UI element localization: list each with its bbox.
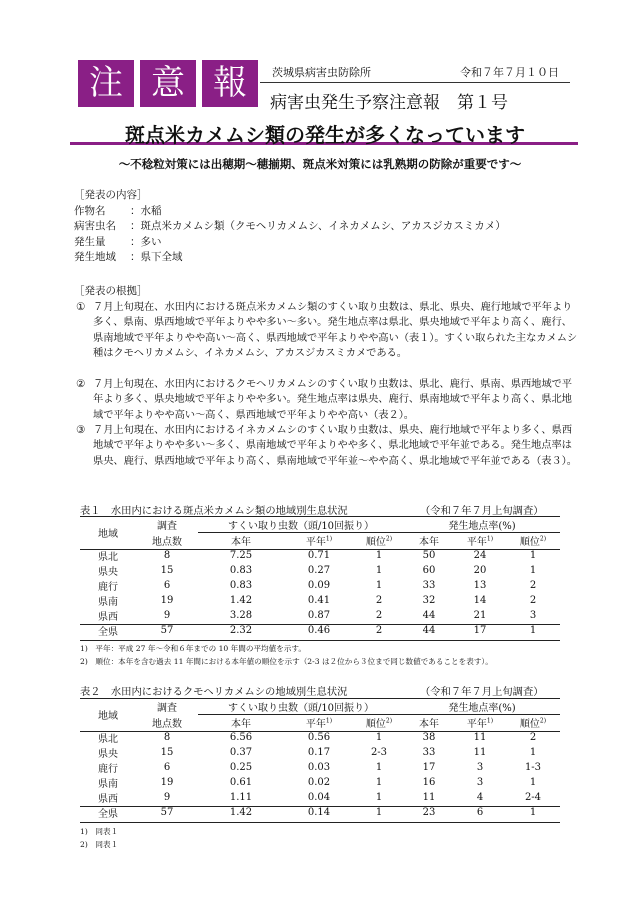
table-cell: 20 bbox=[473, 565, 487, 576]
col-count-rank: 順位$^{2)}$ bbox=[365, 717, 393, 730]
table-cell: 1 bbox=[375, 762, 383, 773]
table-cell: 24 bbox=[473, 550, 487, 561]
table-row bbox=[80, 760, 560, 775]
table-cell: 6.56 bbox=[229, 732, 253, 743]
item-value: ：水稲 bbox=[130, 204, 162, 217]
table-cell: 1.11 bbox=[229, 792, 253, 803]
table-cell: 17 bbox=[422, 762, 436, 773]
table-cell: 1 bbox=[529, 747, 537, 758]
table2-bottom-rule bbox=[80, 822, 560, 823]
table-cell: 0.61 bbox=[229, 777, 253, 788]
basis-paragraph-3 bbox=[76, 423, 580, 469]
table-cell: 0.41 bbox=[307, 595, 331, 606]
table-subheader-row bbox=[80, 533, 560, 549]
table-cell: 県央 bbox=[98, 749, 118, 760]
col-sites-bottom: 地点数 bbox=[152, 718, 182, 730]
table-cell: 11 bbox=[473, 747, 487, 758]
table-row bbox=[80, 563, 560, 578]
table-cell: 0.17 bbox=[307, 747, 331, 758]
table-cell: 1 bbox=[375, 565, 383, 576]
col-region: 地域 bbox=[98, 711, 118, 722]
table-cell: 1 bbox=[375, 792, 383, 803]
announcement-item bbox=[74, 204, 506, 220]
table-cell: 50 bbox=[422, 550, 436, 561]
col-region: 地域 bbox=[98, 529, 118, 540]
table-cell: 57 bbox=[160, 625, 174, 636]
table-cell: 11 bbox=[422, 792, 436, 803]
table-cell: 0.83 bbox=[229, 565, 253, 576]
organization: 茨城県病害虫防除所 bbox=[272, 66, 371, 79]
basis-heading: ［発表の根拠］ bbox=[74, 285, 148, 297]
table-cell: 2 bbox=[375, 595, 383, 606]
table-cell: 33 bbox=[422, 580, 436, 591]
table-header-row bbox=[80, 699, 560, 715]
col-count-avg: 平年$^{1)}$ bbox=[305, 717, 333, 730]
table-row bbox=[80, 775, 560, 790]
col-rate: 発生地点率(%) bbox=[404, 699, 560, 715]
col-rate-year: 本年 bbox=[419, 537, 439, 548]
item-value: ：県下全域 bbox=[130, 251, 183, 263]
table-cell: 県央 bbox=[98, 567, 118, 578]
table-cell: 1 bbox=[529, 550, 537, 561]
table-cell: 8 bbox=[163, 732, 171, 743]
announcement-item bbox=[74, 235, 506, 251]
table-row bbox=[80, 730, 560, 745]
table-cell: 1 bbox=[375, 732, 383, 743]
col-count: すくい取り虫数（頭/10回振り） bbox=[198, 699, 404, 715]
table-cell: 0.71 bbox=[307, 550, 331, 561]
col-sites-top: 調査 bbox=[157, 703, 177, 715]
table1-bottom-rule bbox=[80, 640, 560, 641]
table-cell: 0.25 bbox=[229, 762, 253, 773]
table-cell: 0.87 bbox=[307, 610, 331, 621]
table-cell: 2-4 bbox=[524, 792, 542, 803]
table-cell: 6 bbox=[163, 762, 171, 773]
paragraph-number: ① bbox=[76, 301, 86, 313]
col-count: すくい取り虫数（頭/10回振り） bbox=[198, 517, 404, 533]
table-cell: 1 bbox=[529, 807, 537, 818]
col-count-year: 本年 bbox=[231, 537, 251, 548]
col-rate-rank: 順位$^{2)}$ bbox=[519, 717, 547, 730]
table-cell: 2.32 bbox=[229, 625, 253, 636]
table-cell: 44 bbox=[422, 610, 436, 621]
table-cell: 県北 bbox=[98, 734, 118, 745]
col-count-avg: 平年$^{1)}$ bbox=[305, 535, 333, 548]
table-cell: 1 bbox=[529, 565, 537, 576]
table-cell: 0.09 bbox=[307, 580, 331, 591]
item-value: ：斑点米カメムシ類（クモヘリカメムシ、イネカメムシ、アカスジカスミカメ） bbox=[130, 220, 506, 232]
page-subtitle: ～不稔粒対策には出穂期～穂揃期、斑点米対策には乳熟期の防除が重要です～ bbox=[118, 157, 522, 171]
announcement-item bbox=[74, 219, 506, 235]
paragraph-text: ７月上旬現在、水田内におけるクモヘリカメムシのすくい取り虫数は、県北、鹿行、県南、県西地域で平年より多く、県央地域で平年よりやや多い。発生地点率は県央、鹿行、県南地域で平年より高く、県北地域で平年よりやや高い～高く、県西地域で平年よりやや高い（表２）。 bbox=[93, 378, 572, 421]
table-cell: 3 bbox=[529, 610, 537, 621]
table-cell: 0.02 bbox=[307, 777, 331, 788]
table1-caption: 表１ 水田内における斑点米カメムシ類の地域別生息状況 bbox=[80, 505, 348, 517]
table-cell: 2 bbox=[529, 595, 537, 606]
table-row bbox=[80, 593, 560, 608]
table2 bbox=[80, 699, 560, 820]
header-divider bbox=[260, 82, 570, 83]
table-row bbox=[80, 578, 560, 593]
table-cell: 0.03 bbox=[307, 762, 331, 773]
table-cell: 14 bbox=[473, 595, 487, 606]
table-cell: 9 bbox=[163, 610, 171, 621]
item-key: 作物名 bbox=[74, 204, 106, 217]
badge-char-1: 注 bbox=[78, 60, 134, 107]
item-key: 病害虫名 bbox=[74, 220, 116, 232]
table-cell: 県西 bbox=[98, 794, 118, 805]
table-cell: 16 bbox=[422, 777, 436, 788]
table-cell: 7.25 bbox=[229, 550, 253, 561]
badge-char-3: 報 bbox=[202, 60, 258, 107]
table2-caption: 表２ 水田内におけるクモヘリカメムシの地域別生息状況 bbox=[80, 686, 348, 698]
table-cell: 鹿行 bbox=[98, 582, 118, 593]
announcement-item bbox=[74, 250, 506, 266]
table-cell: 鹿行 bbox=[98, 764, 118, 775]
table2-note-2: 2) 同表１ bbox=[80, 840, 119, 849]
col-rate-year: 本年 bbox=[419, 719, 439, 730]
table-row bbox=[80, 790, 560, 805]
table-cell: 17 bbox=[473, 625, 487, 636]
table-cell: 1 bbox=[375, 777, 383, 788]
table-row bbox=[80, 745, 560, 760]
table-row bbox=[80, 623, 560, 638]
paragraph-number: ② bbox=[76, 378, 86, 390]
table-cell: 44 bbox=[422, 625, 436, 636]
table-cell: 県西 bbox=[98, 612, 118, 623]
table1-note-2: 2) 順位：本年を含む過去 11 年間における本年値の順位を示す（2-3 は２位から３位まで同じ数値であることを表す）。 bbox=[80, 657, 493, 666]
table-cell: 19 bbox=[160, 777, 174, 788]
table-cell: 57 bbox=[160, 807, 174, 818]
table-cell: 県南 bbox=[98, 779, 118, 790]
table-cell: 県北 bbox=[98, 552, 118, 563]
table2-note-1: 1) 同表１ bbox=[80, 827, 119, 836]
table-cell: 2 bbox=[375, 625, 383, 636]
table-cell: 0.04 bbox=[307, 792, 331, 803]
table-cell: 4 bbox=[476, 792, 484, 803]
table-cell: 1 bbox=[375, 550, 383, 561]
table-cell: 1-3 bbox=[524, 762, 542, 773]
table-header-row bbox=[80, 517, 560, 533]
table-cell: 1.42 bbox=[229, 595, 253, 606]
item-key: 発生地域 bbox=[74, 251, 116, 263]
table-cell: 3 bbox=[476, 762, 484, 773]
table-cell: 2 bbox=[529, 732, 537, 743]
announcement-heading: ［発表の内容］ bbox=[74, 189, 148, 201]
table1-note-1: 1) 平年：平成 27 年～令和６年までの 10 年間の平均値を示す。 bbox=[80, 644, 307, 653]
table-cell: 0.27 bbox=[307, 565, 331, 576]
item-key: 発生量 bbox=[74, 235, 106, 248]
table-cell: 2-3 bbox=[370, 747, 388, 758]
table-cell: 3.28 bbox=[229, 610, 253, 621]
table-cell: 0.37 bbox=[229, 747, 253, 758]
table1 bbox=[80, 517, 560, 638]
table-cell: 6 bbox=[476, 807, 484, 818]
table-row bbox=[80, 608, 560, 623]
table-cell: 11 bbox=[473, 732, 487, 743]
col-count-rank: 順位$^{2)}$ bbox=[365, 535, 393, 548]
table-cell: 0.46 bbox=[307, 625, 331, 636]
paragraph-text: ７月上旬現在、水田内におけるイネカメムシのすくい取り虫数は、県央、鹿行地域で平年より多く、県西地域で平年よりやや多い～多く、県南地域で平年よりやや多く、県北地域で平年並である。発生地点率は県央、鹿行、県西地域で平年より高く、県南地域で平年並～やや高く、県北地域で平年並である（表３）。 bbox=[93, 424, 577, 467]
table-cell: 3 bbox=[476, 777, 484, 788]
table1-survey-date: （令和７年７月上旬調査） bbox=[420, 505, 544, 517]
page-title: 斑点米カメムシ類の発生が多くなっています bbox=[125, 123, 525, 147]
table-cell: 60 bbox=[422, 565, 436, 576]
table-cell: 23 bbox=[422, 807, 436, 818]
col-rate-avg: 平年$^{1)}$ bbox=[466, 535, 494, 548]
table-cell: 2 bbox=[375, 610, 383, 621]
basis-paragraph-1 bbox=[76, 300, 580, 361]
basis-paragraph-2 bbox=[76, 377, 580, 423]
table-cell: 1 bbox=[375, 580, 383, 591]
table-cell: 1.42 bbox=[229, 807, 253, 818]
table-cell: 全県 bbox=[98, 809, 118, 820]
item-value: ：多い bbox=[130, 235, 162, 248]
table-cell: 1 bbox=[529, 625, 537, 636]
table-cell: 21 bbox=[473, 610, 487, 621]
table2-survey-date: （令和７年７月上旬調査） bbox=[420, 686, 544, 698]
table-cell: 9 bbox=[163, 792, 171, 803]
table-cell: 0.83 bbox=[229, 580, 253, 591]
table-cell: 19 bbox=[160, 595, 174, 606]
table-cell: 0.56 bbox=[307, 732, 331, 743]
col-count-year: 本年 bbox=[231, 719, 251, 730]
col-rate: 発生地点率(%) bbox=[404, 517, 560, 533]
table-row bbox=[80, 548, 560, 563]
announcement-section bbox=[74, 188, 506, 266]
table-cell: 2 bbox=[529, 580, 537, 591]
col-rate-avg: 平年$^{1)}$ bbox=[466, 717, 494, 730]
table-cell: 38 bbox=[422, 732, 436, 743]
table-cell: 32 bbox=[422, 595, 436, 606]
table-cell: 13 bbox=[473, 580, 487, 591]
paragraph-text: ７月上旬現在、水田内における斑点米カメムシ類のすくい取り虫数は、県北、県央、鹿行地域で平年より多く、県南、県西地域で平年よりやや多い～多い。発生地点率は県北、県央地域で平年より高く、鹿行、県南地域で平年よりやや高い～高く、県西地域で平年よりやや高い（表１）。すくい取られた主なカメムシ種はクモヘリカメムシ、イネカメムシ、アカスジカスミカメである。 bbox=[93, 301, 578, 359]
table-cell: 15 bbox=[160, 747, 174, 758]
table-row bbox=[80, 805, 560, 820]
table-cell: 33 bbox=[422, 747, 436, 758]
table-cell: 15 bbox=[160, 565, 174, 576]
report-title: 病害虫発生予察注意報 第１号 bbox=[270, 93, 508, 113]
col-sites-bottom: 地点数 bbox=[152, 536, 182, 548]
table-cell: 8 bbox=[163, 550, 171, 561]
table-cell: 全県 bbox=[98, 627, 118, 638]
table-cell: 0.14 bbox=[307, 807, 331, 818]
col-sites-top: 調査 bbox=[157, 521, 177, 533]
table-cell: 県南 bbox=[98, 597, 118, 608]
table-cell: 1 bbox=[375, 807, 383, 818]
table-cell: 6 bbox=[163, 580, 171, 591]
table-cell: 1 bbox=[529, 777, 537, 788]
issue-date: 令和７年７月１０日 bbox=[460, 66, 559, 79]
paragraph-number: ③ bbox=[76, 424, 86, 436]
badge-char-2: 意 bbox=[140, 60, 196, 107]
col-rate-rank: 順位$^{2)}$ bbox=[519, 535, 547, 548]
table-subheader-row bbox=[80, 715, 560, 731]
